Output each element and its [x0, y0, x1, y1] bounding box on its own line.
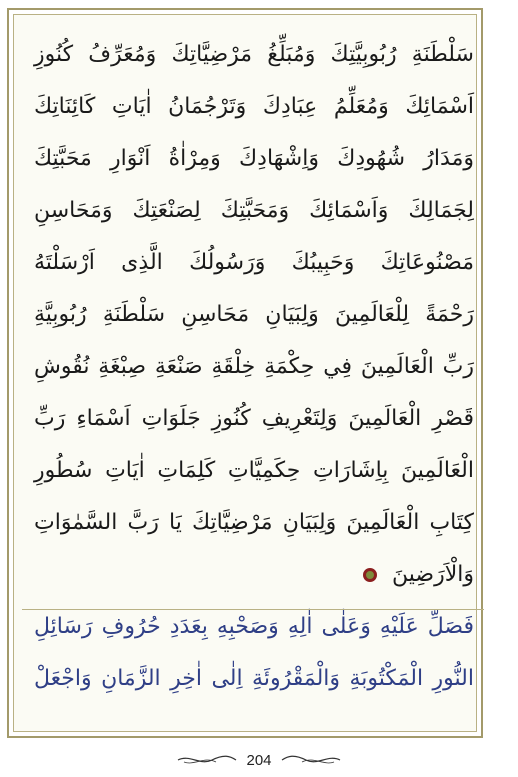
prayer-line: فَصَلِّ عَلَيْهِ وَعَلٰى اٰلِهِ وَصَحْبِهِ بِعَدَدِ حُرُوفِ رَسَائِلِ	[34, 614, 474, 639]
right-swash-ornament-icon	[280, 753, 342, 767]
text-line: مَصْنُوعَاتِكَ وَحَبِيبُكَ وَرَسُولُكَ الَّذِى اَرْسَلْتَهُ	[34, 250, 474, 275]
page-frame-inner	[13, 14, 477, 732]
text-line: وَمَدَارُ شُهُودِكَ وَاِشْهَادِكَ وَمِرْاٰةُ اَنْوَارِ مَحَبَّتِكَ	[34, 146, 474, 171]
text-line: رَحْمَةً لِلْعَالَمِينَ وَلِبَيَانِ مَحَاسِنِ سَلْطَنَةِ رُبُوبِيَّةِ	[34, 302, 474, 327]
text-line: قَصْرِ الْعَالَمِينَ وَلِتَعْرِيفِ كُنُوزِ جَلَوَاتِ اَسْمَاءِ رَبِّ	[34, 406, 474, 431]
text-line: كِتَابِ الْعَالَمِينَ وَلِبَيَانِ مَرْضِيَّاتِكَ يَا رَبَّ السَّمٰوَاتِ	[34, 510, 474, 535]
page-footer	[0, 748, 518, 772]
rose-ornament-icon	[363, 568, 377, 582]
section-divider	[22, 609, 484, 610]
text-line: رَبِّ الْعَالَمِينَ فِي حِكْمَةِ خِلْقَةِ صَنْعَةِ صِبْغَةِ نُقُوشِ	[34, 354, 474, 379]
page-frame	[7, 8, 483, 738]
left-swash-ornament-icon	[176, 753, 238, 767]
arabic-text-block	[34, 29, 474, 705]
text-line-end-of-section	[34, 549, 474, 601]
prayer-line: النُّورِ الْمَكْتُوبَةِ وَالْمَقْرُوئَةِ اِلٰى اٰخِرِ الزَّمَانِ وَاجْعَلْ	[34, 666, 474, 691]
text-line: اَسْمَائِكَ وَمُعَلِّمُ عِبَادِكَ وَتَرْجُمَانُ اٰيَاتِ كَائِنَاتِكَ	[34, 94, 474, 119]
text-line: لِجَمَالِكَ وَاَسْمَائِكَ وَمَحَبَّتِكَ لِصَنْعَتِكَ وَمَحَاسِنِ	[34, 198, 474, 223]
text-line: سَلْطَنَةِ رُبُوبِيَّتِكَ وَمُبَلِّغُ مَرْضِيَّاتِكَ وَمُعَرِّفُ كُنُوزِ	[34, 42, 474, 67]
page-number: 204	[246, 751, 272, 769]
text-line-content: وَالْاَرَضِينَ	[392, 562, 474, 587]
text-line: الْعَالَمِينَ بِاِشَارَاتِ حِكَمِيَّاتِ كَلِمَاتِ اٰيَاتِ سُطُورِ	[34, 458, 474, 483]
